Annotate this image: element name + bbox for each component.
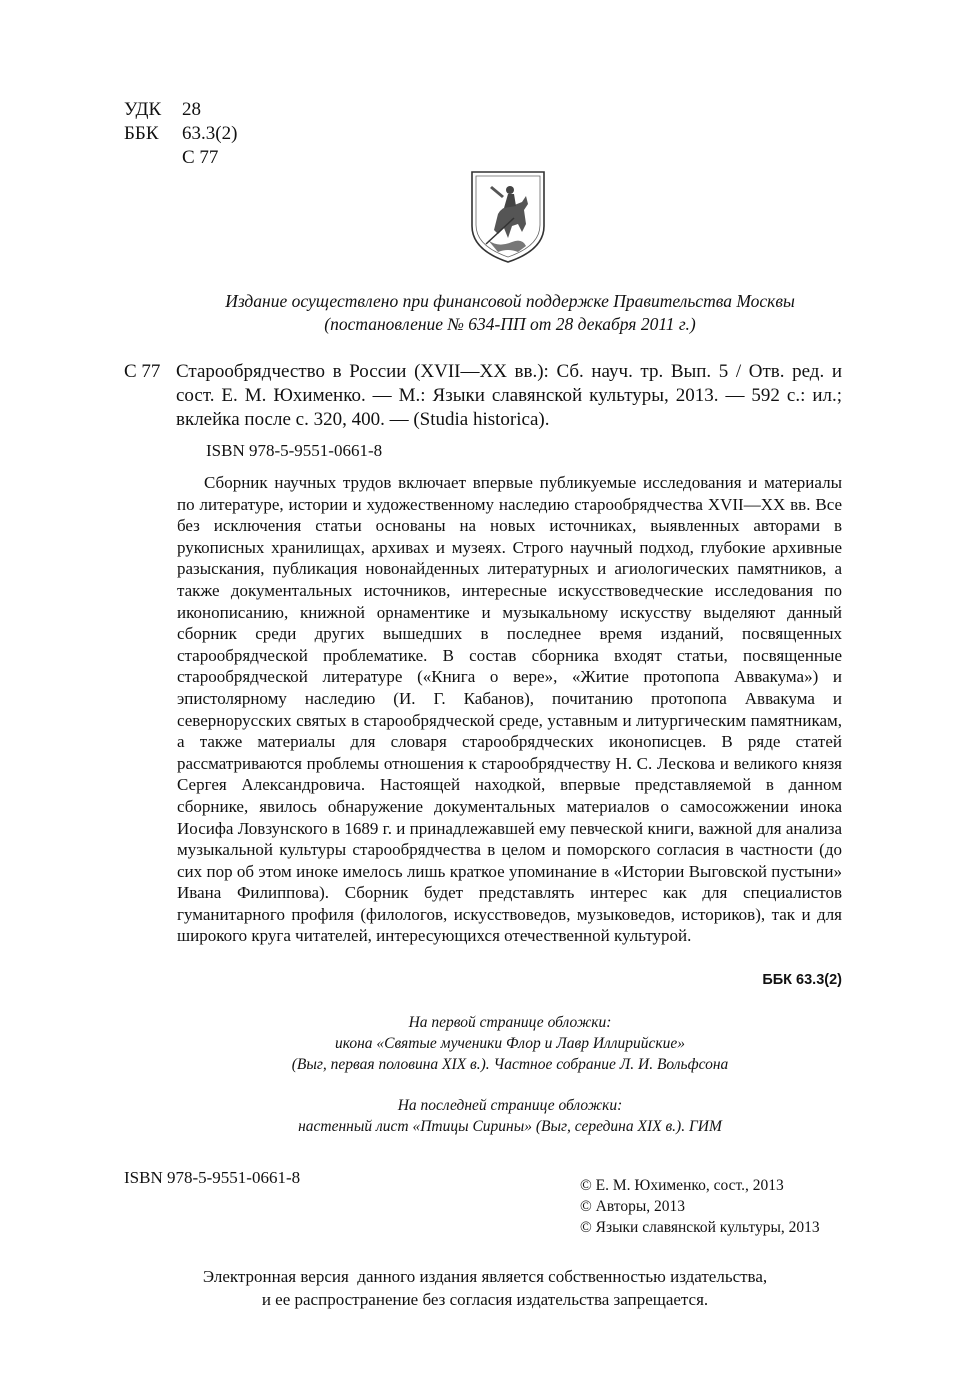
support-line-2: (постановление № 634-ПП от 28 декабря 2011 г.) <box>324 314 696 334</box>
support-line-1: Издание осуществлено при финансовой поддержке Правительства Москвы <box>225 291 795 311</box>
moscow-coat-of-arms-icon <box>468 168 548 266</box>
copyright-line: © Языки славянской культуры, 2013 <box>580 1219 820 1236</box>
front-cover-line-3: (Выг, первая половина XIX в.). Частное собрание Л. И. Вольфсона <box>291 1056 729 1073</box>
classification-block <box>124 98 237 170</box>
udk-label: УДК <box>124 99 162 120</box>
back-cover-line-2: настенный лист «Птицы Сирины» (Выг, середина XIX в.). ГИМ <box>298 1118 722 1135</box>
rights-notice <box>110 1265 860 1311</box>
abstract-paragraph: Сборник научных трудов включает впервые публикуемые исследования и материалы по литературе, истории и художественному наследию старообрядчества XVII—XX вв. Все без исключения статьи основаны на новых источниках, выявленных авторами в рукописных хранилищах, архивах и музеях. Строго научный подход, глубокие архивные разыскания, публикация новонайденных литературных и агиологических памятников, а также документальных источников, интересные искусствоведческие исследования по иконописанию, книжной орнаментике и музыкальному искусству выделяют данный сборник среди других вышедших в последнее время изданий, посвященных старообрядческой проблематике. В состав сборника входят статьи, посвященные старообрядческой литературе («Книга о вере», «Житие протопопа Аввакума») и эпистолярному наследию (И. Г. Кабанов), почитанию протопопа Аввакума и севернорусских святых в старообрядческой среде, уставным и литургическим памятникам, а также материалы для словаря старообрядческих иконописцев. В ряде статей рассматриваются проблемы отношения к старообрядчеству Н. С. Лескова и великого князя Сергея Александровича. Настоящей находкой, впервые представляемой в данном сборнике, явилось обнаружение документальных материалов о самосожжении инока Иосифа Ловзунского в 1689 г. и принадлежавшей ему певческой книги, важной для анализа музыкальной культуры старообрядчества в целом и поморского согласия в частности (до сих пор об этом иноке имелось лишь краткое упоминание в «Истории Выговской пустыни» Ивана Филиппова). Сборник будет представлять интерес как для специалистов гуманитарного профиля (филологов, искусствоведов, музыковедов, историков), так и для широкого круга читателей, интересующихся отечественной культурой. <box>177 473 842 946</box>
isbn-footer: ISBN 978-5-9551-0661-8 <box>124 1168 301 1187</box>
bbk-label: ББК <box>124 123 159 144</box>
front-cover-note <box>130 1012 890 1075</box>
biblio-text: Старообрядчество в России (XVII—XX вв.): Сб. науч. тр. Вып. 5 / Отв. ред. и сост. Е. М. Юхименко. — М.: Языки славянской культуры, 2013. — 592 с.: ил.; вклейка после с. 320, 400. — (Studia historica). <box>176 361 842 430</box>
bbk-value: 63.3(2) <box>182 123 238 144</box>
back-cover-note <box>130 1095 890 1137</box>
back-cover-line-1: На последней странице обложки: <box>397 1097 623 1114</box>
author-mark: С 77 <box>182 147 219 168</box>
bbk-footer: ББК 63.3(2) <box>762 972 842 988</box>
copyright-line: © Авторы, 2013 <box>580 1198 686 1215</box>
bibliographic-record <box>124 360 842 432</box>
isbn-record: ISBN 978-5-9551-0661-8 <box>206 441 383 460</box>
copyright-line: © Е. М. Юхименко, сост., 2013 <box>580 1177 784 1194</box>
support-note <box>130 290 890 336</box>
copyright-block <box>580 1175 820 1238</box>
front-cover-line-1: На первой странице обложки: <box>408 1014 612 1031</box>
rights-notice-line-2: и ее распространение без согласия издательства запрещается. <box>261 1290 709 1309</box>
udk-value: 28 <box>182 99 201 120</box>
biblio-code: С 77 <box>124 361 161 382</box>
front-cover-line-2: икона «Святые мученики Флор и Лавр Иллирийские» <box>334 1035 686 1052</box>
rights-notice-line-1: Электронная версия данного издания является собственностью издательства, <box>202 1267 768 1286</box>
